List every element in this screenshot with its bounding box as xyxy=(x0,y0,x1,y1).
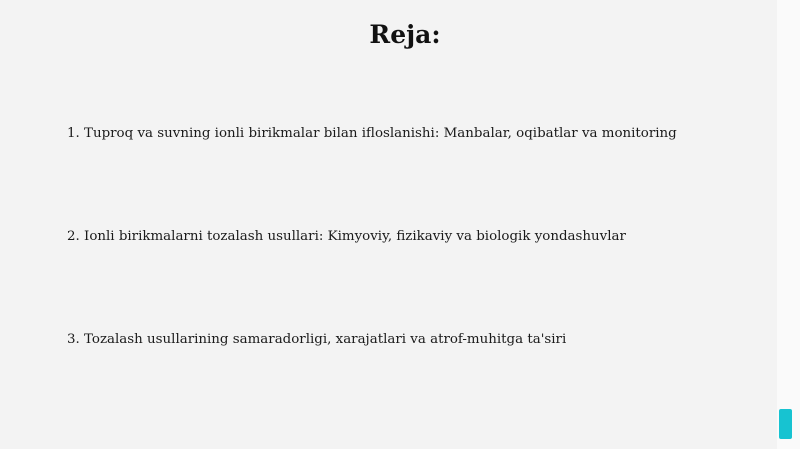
plan-item-2: 2. Ionli birikmalarni tozalash usullari: Kimyoviy, fizikaviy va biologik yondashuvlar xyxy=(67,229,626,244)
scrollbar-track[interactable] xyxy=(777,0,800,449)
plan-item-1: 1. Tuproq va suvning ionli birikmalar bilan ifloslanishi: Manbalar, oqibatlar va monitoring xyxy=(67,126,677,141)
slide-title: Reja: xyxy=(369,20,441,49)
scrollbar-thumb[interactable] xyxy=(779,409,792,439)
plan-item-3: 3. Tozalash usullarining samaradorligi, xarajatlari va atrof-muhitga ta'siri xyxy=(67,332,567,347)
